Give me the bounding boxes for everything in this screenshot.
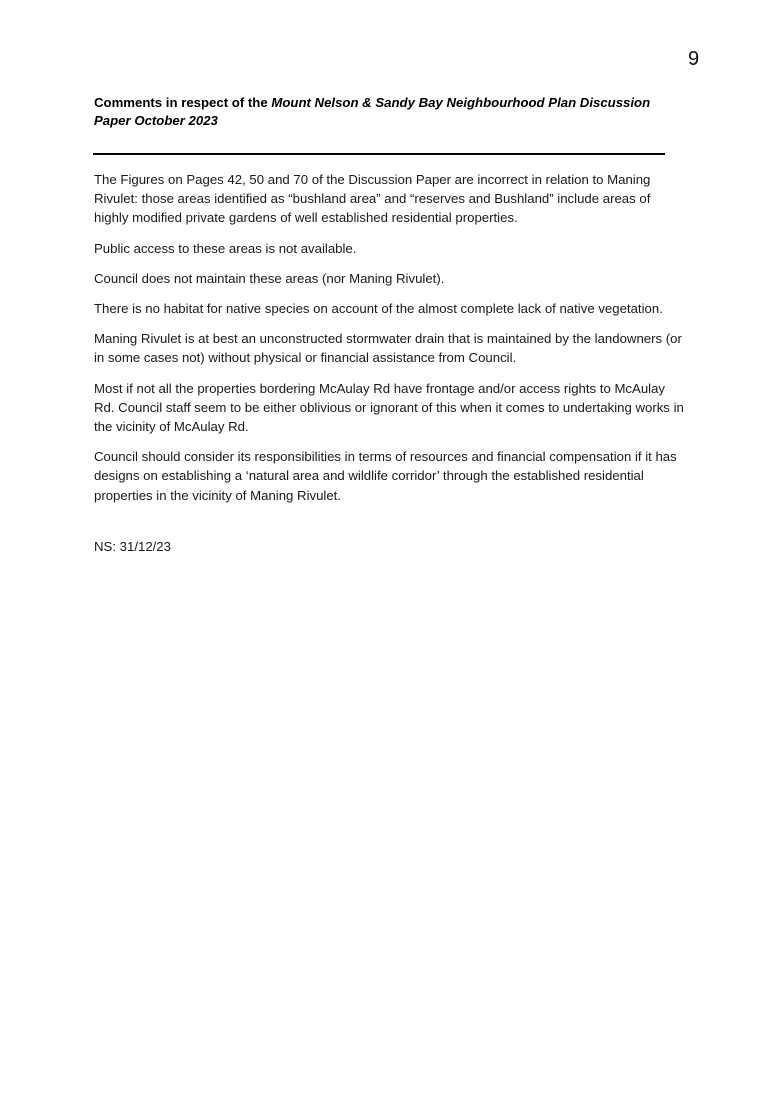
document-title-prefix: Comments in respect of the <box>94 95 272 110</box>
paragraph-figures-incorrect: The Figures on Pages 42, 50 and 70 of the Discussion Paper are incorrect in relation to Maning Rivulet: those areas identified as “bushland area” and “reserves and Bushland” include areas of highly modified private gardens of well established residential properties. <box>94 172 651 226</box>
document-title-italic: Mount Nelson & Sandy Bay Neighbourhood Plan Discussion Paper October 2023 <box>94 95 651 128</box>
paragraph-stormwater-drain: Maning Rivulet is at best an unconstructed stormwater drain that is maintained by the landowners (or in some cases not) without physical or financial assistance from Council. <box>94 331 682 366</box>
document-title <box>94 94 674 130</box>
comments-body <box>94 170 684 516</box>
signature-date: NS: 31/12/23 <box>94 539 171 554</box>
paragraph-council-responsibilities: Council should consider its responsibilities in terms of resources and financial compensation if it has designs on establishing a ‘natural area and wildlife corridor’ through the established residential properties in the vicinity of Maning Rivulet. <box>94 449 677 503</box>
page-number: 9 <box>688 48 700 70</box>
title-underline-divider <box>93 153 665 155</box>
paragraph-mcaulay-access: Most if not all the properties bordering McAulay Rd have frontage and/or access rights to McAulay Rd. Council staff seem to be either oblivious or ignorant of this when it comes to undertaking works in the vicinity of McAulay Rd. <box>94 380 684 435</box>
paragraph-no-habitat: There is no habitat for native species on account of the almost complete lack of native vegetation. <box>94 301 663 317</box>
paragraph-public-access: Public access to these areas is not available. <box>94 240 357 256</box>
paragraph-council-maintenance: Council does not maintain these areas (nor Maning Rivulet). <box>94 270 445 286</box>
